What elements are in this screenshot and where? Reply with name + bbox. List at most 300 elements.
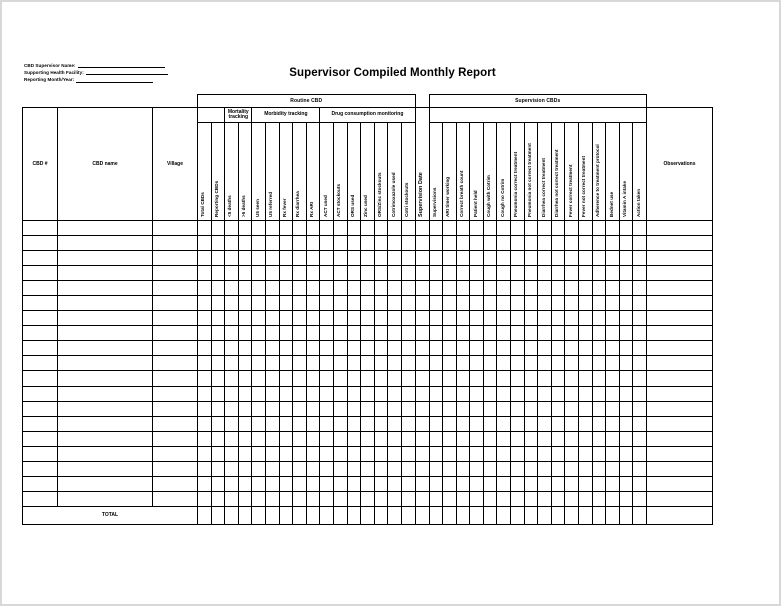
cell-village[interactable] xyxy=(153,281,198,296)
cell-cbd-name[interactable] xyxy=(58,476,153,491)
total-observations[interactable] xyxy=(647,506,713,524)
cell-supervision-value[interactable] xyxy=(511,431,525,446)
cell-supervision-value[interactable] xyxy=(538,371,552,386)
cell-supervision-value[interactable] xyxy=(633,311,647,326)
table-row[interactable] xyxy=(23,266,713,281)
cell-cbd-number[interactable] xyxy=(23,461,58,476)
cell-cbd-number[interactable] xyxy=(23,236,58,251)
cell-routine-value[interactable] xyxy=(388,446,402,461)
cell-routine-value[interactable] xyxy=(388,491,402,506)
cell-supervision-value[interactable] xyxy=(592,311,606,326)
cell-routine-value[interactable] xyxy=(265,491,279,506)
cell-routine-value[interactable] xyxy=(347,431,361,446)
cell-supervision-value[interactable] xyxy=(551,296,565,311)
cell-supervision-value[interactable] xyxy=(606,371,620,386)
total-routine-value[interactable] xyxy=(238,506,252,524)
cell-supervision-value[interactable] xyxy=(524,401,538,416)
cell-routine-value[interactable] xyxy=(333,446,347,461)
cell-observations[interactable] xyxy=(647,281,713,296)
cell-routine-value[interactable] xyxy=(320,341,334,356)
cell-supervision-value[interactable] xyxy=(619,341,633,356)
cell-supervision-value[interactable] xyxy=(551,341,565,356)
total-supervision-value[interactable] xyxy=(619,506,633,524)
cell-supervision-date[interactable] xyxy=(415,251,429,266)
total-supervision-date[interactable] xyxy=(415,506,429,524)
cell-supervision-value[interactable] xyxy=(538,386,552,401)
cell-supervision-value[interactable] xyxy=(497,446,511,461)
cell-supervision-value[interactable] xyxy=(538,446,552,461)
cell-cbd-number[interactable] xyxy=(23,356,58,371)
cell-routine-value[interactable] xyxy=(252,401,266,416)
cell-routine-value[interactable] xyxy=(374,461,388,476)
cell-routine-value[interactable] xyxy=(347,311,361,326)
table-row[interactable] xyxy=(23,431,713,446)
cell-supervision-value[interactable] xyxy=(524,461,538,476)
cell-supervision-value[interactable] xyxy=(565,491,579,506)
cell-routine-value[interactable] xyxy=(279,386,293,401)
cell-supervision-value[interactable] xyxy=(443,491,457,506)
cell-supervision-value[interactable] xyxy=(511,476,525,491)
cell-supervision-value[interactable] xyxy=(429,251,443,266)
cell-routine-value[interactable] xyxy=(293,326,307,341)
cell-supervision-value[interactable] xyxy=(592,296,606,311)
cell-supervision-value[interactable] xyxy=(456,416,470,431)
cell-cbd-name[interactable] xyxy=(58,296,153,311)
cell-routine-value[interactable] xyxy=(361,371,375,386)
cell-supervision-value[interactable] xyxy=(565,416,579,431)
cell-observations[interactable] xyxy=(647,401,713,416)
cell-supervision-value[interactable] xyxy=(633,371,647,386)
cell-routine-value[interactable] xyxy=(279,431,293,446)
cell-routine-value[interactable] xyxy=(225,236,239,251)
cell-supervision-value[interactable] xyxy=(497,476,511,491)
cell-routine-value[interactable] xyxy=(333,236,347,251)
cell-routine-value[interactable] xyxy=(374,266,388,281)
cell-supervision-value[interactable] xyxy=(579,341,593,356)
cell-cbd-name[interactable] xyxy=(58,266,153,281)
cell-supervision-value[interactable] xyxy=(551,251,565,266)
cell-supervision-value[interactable] xyxy=(470,416,484,431)
cell-routine-value[interactable] xyxy=(361,221,375,236)
cell-cbd-name[interactable] xyxy=(58,446,153,461)
cell-routine-value[interactable] xyxy=(320,386,334,401)
cell-supervision-value[interactable] xyxy=(524,311,538,326)
total-routine-value[interactable] xyxy=(293,506,307,524)
cell-routine-value[interactable] xyxy=(361,446,375,461)
cell-observations[interactable] xyxy=(647,236,713,251)
cell-supervision-value[interactable] xyxy=(443,326,457,341)
cell-routine-value[interactable] xyxy=(198,356,212,371)
cell-routine-value[interactable] xyxy=(293,446,307,461)
cell-routine-value[interactable] xyxy=(306,221,320,236)
cell-supervision-date[interactable] xyxy=(415,446,429,461)
cell-routine-value[interactable] xyxy=(374,476,388,491)
cell-supervision-value[interactable] xyxy=(443,311,457,326)
cell-routine-value[interactable] xyxy=(347,236,361,251)
cell-routine-value[interactable] xyxy=(306,416,320,431)
cell-routine-value[interactable] xyxy=(306,251,320,266)
cell-supervision-value[interactable] xyxy=(497,281,511,296)
total-routine-value[interactable] xyxy=(265,506,279,524)
cell-supervision-value[interactable] xyxy=(565,446,579,461)
cell-supervision-value[interactable] xyxy=(619,296,633,311)
cell-supervision-value[interactable] xyxy=(470,341,484,356)
cell-routine-value[interactable] xyxy=(361,326,375,341)
cell-supervision-value[interactable] xyxy=(579,281,593,296)
cell-routine-value[interactable] xyxy=(265,476,279,491)
cell-supervision-value[interactable] xyxy=(524,356,538,371)
cell-routine-value[interactable] xyxy=(347,446,361,461)
cell-supervision-value[interactable] xyxy=(606,326,620,341)
cell-supervision-value[interactable] xyxy=(606,251,620,266)
cell-supervision-value[interactable] xyxy=(429,416,443,431)
cell-supervision-value[interactable] xyxy=(511,326,525,341)
cell-routine-value[interactable] xyxy=(374,356,388,371)
cell-supervision-value[interactable] xyxy=(606,491,620,506)
cell-supervision-value[interactable] xyxy=(443,416,457,431)
cell-supervision-value[interactable] xyxy=(551,311,565,326)
cell-supervision-value[interactable] xyxy=(470,371,484,386)
cell-routine-value[interactable] xyxy=(225,356,239,371)
cell-routine-value[interactable] xyxy=(198,371,212,386)
cell-supervision-value[interactable] xyxy=(497,371,511,386)
cell-routine-value[interactable] xyxy=(252,341,266,356)
cell-routine-value[interactable] xyxy=(238,491,252,506)
cell-routine-value[interactable] xyxy=(279,236,293,251)
cell-routine-value[interactable] xyxy=(238,341,252,356)
cell-supervision-value[interactable] xyxy=(592,251,606,266)
cell-village[interactable] xyxy=(153,461,198,476)
cell-routine-value[interactable] xyxy=(347,266,361,281)
cell-supervision-value[interactable] xyxy=(538,491,552,506)
cell-routine-value[interactable] xyxy=(211,401,225,416)
cell-observations[interactable] xyxy=(647,386,713,401)
cell-supervision-value[interactable] xyxy=(483,266,497,281)
cell-routine-value[interactable] xyxy=(238,296,252,311)
cell-cbd-number[interactable] xyxy=(23,446,58,461)
cell-routine-value[interactable] xyxy=(333,416,347,431)
cell-supervision-value[interactable] xyxy=(511,236,525,251)
cell-routine-value[interactable] xyxy=(279,341,293,356)
cell-supervision-value[interactable] xyxy=(619,431,633,446)
cell-routine-value[interactable] xyxy=(279,281,293,296)
cell-routine-value[interactable] xyxy=(388,341,402,356)
cell-cbd-number[interactable] xyxy=(23,296,58,311)
cell-routine-value[interactable] xyxy=(306,371,320,386)
cell-routine-value[interactable] xyxy=(198,341,212,356)
cell-routine-value[interactable] xyxy=(374,371,388,386)
cell-routine-value[interactable] xyxy=(333,461,347,476)
cell-supervision-value[interactable] xyxy=(443,431,457,446)
cell-supervision-date[interactable] xyxy=(415,461,429,476)
cell-routine-value[interactable] xyxy=(238,431,252,446)
cell-routine-value[interactable] xyxy=(361,401,375,416)
cell-routine-value[interactable] xyxy=(211,476,225,491)
cell-supervision-value[interactable] xyxy=(633,356,647,371)
cell-supervision-value[interactable] xyxy=(456,371,470,386)
cell-routine-value[interactable] xyxy=(388,296,402,311)
cell-supervision-value[interactable] xyxy=(456,491,470,506)
cell-routine-value[interactable] xyxy=(320,431,334,446)
cell-routine-value[interactable] xyxy=(198,401,212,416)
cell-supervision-value[interactable] xyxy=(565,386,579,401)
cell-supervision-value[interactable] xyxy=(633,251,647,266)
cell-supervision-value[interactable] xyxy=(483,341,497,356)
cell-supervision-value[interactable] xyxy=(538,326,552,341)
cell-routine-value[interactable] xyxy=(265,311,279,326)
cell-routine-value[interactable] xyxy=(211,356,225,371)
cell-routine-value[interactable] xyxy=(279,476,293,491)
cell-routine-value[interactable] xyxy=(401,431,415,446)
cell-supervision-date[interactable] xyxy=(415,356,429,371)
cell-routine-value[interactable] xyxy=(361,341,375,356)
cell-supervision-value[interactable] xyxy=(470,251,484,266)
cell-supervision-value[interactable] xyxy=(565,431,579,446)
cell-observations[interactable] xyxy=(647,251,713,266)
cell-supervision-value[interactable] xyxy=(456,341,470,356)
cell-routine-value[interactable] xyxy=(198,236,212,251)
cell-supervision-value[interactable] xyxy=(633,326,647,341)
cell-routine-value[interactable] xyxy=(265,266,279,281)
cell-routine-value[interactable] xyxy=(388,476,402,491)
cell-supervision-value[interactable] xyxy=(524,326,538,341)
cell-routine-value[interactable] xyxy=(238,356,252,371)
cell-routine-value[interactable] xyxy=(401,386,415,401)
cell-routine-value[interactable] xyxy=(361,461,375,476)
cell-supervision-value[interactable] xyxy=(565,476,579,491)
cell-supervision-value[interactable] xyxy=(579,431,593,446)
cell-supervision-value[interactable] xyxy=(579,461,593,476)
cell-supervision-value[interactable] xyxy=(456,296,470,311)
cell-routine-value[interactable] xyxy=(388,281,402,296)
cell-observations[interactable] xyxy=(647,311,713,326)
cell-routine-value[interactable] xyxy=(293,476,307,491)
cell-supervision-value[interactable] xyxy=(511,266,525,281)
cell-routine-value[interactable] xyxy=(388,461,402,476)
cell-routine-value[interactable] xyxy=(333,476,347,491)
cell-supervision-date[interactable] xyxy=(415,296,429,311)
cell-routine-value[interactable] xyxy=(252,461,266,476)
cell-supervision-value[interactable] xyxy=(497,341,511,356)
cell-supervision-value[interactable] xyxy=(592,281,606,296)
cell-supervision-value[interactable] xyxy=(524,476,538,491)
cell-supervision-value[interactable] xyxy=(443,401,457,416)
cell-routine-value[interactable] xyxy=(306,341,320,356)
table-row[interactable] xyxy=(23,491,713,506)
cell-routine-value[interactable] xyxy=(198,461,212,476)
cell-supervision-value[interactable] xyxy=(511,446,525,461)
cell-supervision-value[interactable] xyxy=(524,281,538,296)
cell-routine-value[interactable] xyxy=(211,296,225,311)
cell-supervision-value[interactable] xyxy=(565,356,579,371)
total-supervision-value[interactable] xyxy=(538,506,552,524)
cell-supervision-date[interactable] xyxy=(415,431,429,446)
cell-supervision-value[interactable] xyxy=(511,281,525,296)
total-supervision-value[interactable] xyxy=(429,506,443,524)
cell-supervision-value[interactable] xyxy=(470,476,484,491)
cell-supervision-value[interactable] xyxy=(524,416,538,431)
cell-supervision-value[interactable] xyxy=(456,311,470,326)
cell-village[interactable] xyxy=(153,416,198,431)
cell-cbd-name[interactable] xyxy=(58,236,153,251)
cell-routine-value[interactable] xyxy=(293,341,307,356)
cell-routine-value[interactable] xyxy=(320,446,334,461)
cell-supervision-value[interactable] xyxy=(551,386,565,401)
cell-supervision-value[interactable] xyxy=(592,386,606,401)
cell-supervision-value[interactable] xyxy=(551,416,565,431)
cell-supervision-value[interactable] xyxy=(511,461,525,476)
cell-supervision-value[interactable] xyxy=(551,431,565,446)
cell-cbd-name[interactable] xyxy=(58,461,153,476)
cell-supervision-value[interactable] xyxy=(592,266,606,281)
cell-routine-value[interactable] xyxy=(279,371,293,386)
cell-village[interactable] xyxy=(153,446,198,461)
cell-cbd-name[interactable] xyxy=(58,371,153,386)
cell-supervision-value[interactable] xyxy=(592,356,606,371)
cell-supervision-value[interactable] xyxy=(619,221,633,236)
cell-routine-value[interactable] xyxy=(374,446,388,461)
cell-supervision-value[interactable] xyxy=(497,431,511,446)
cell-supervision-value[interactable] xyxy=(511,371,525,386)
cell-routine-value[interactable] xyxy=(225,341,239,356)
cell-routine-value[interactable] xyxy=(333,281,347,296)
cell-routine-value[interactable] xyxy=(306,461,320,476)
cell-supervision-value[interactable] xyxy=(551,281,565,296)
cell-cbd-number[interactable] xyxy=(23,341,58,356)
cell-routine-value[interactable] xyxy=(293,386,307,401)
cell-routine-value[interactable] xyxy=(361,236,375,251)
total-supervision-value[interactable] xyxy=(470,506,484,524)
cell-routine-value[interactable] xyxy=(388,416,402,431)
cell-cbd-number[interactable] xyxy=(23,386,58,401)
cell-routine-value[interactable] xyxy=(293,251,307,266)
cell-supervision-value[interactable] xyxy=(633,416,647,431)
cell-routine-value[interactable] xyxy=(306,296,320,311)
cell-routine-value[interactable] xyxy=(238,371,252,386)
cell-routine-value[interactable] xyxy=(374,401,388,416)
cell-routine-value[interactable] xyxy=(347,491,361,506)
cell-supervision-value[interactable] xyxy=(470,446,484,461)
cell-supervision-date[interactable] xyxy=(415,266,429,281)
cell-supervision-value[interactable] xyxy=(633,266,647,281)
cell-supervision-value[interactable] xyxy=(511,341,525,356)
cell-supervision-value[interactable] xyxy=(429,446,443,461)
cell-supervision-value[interactable] xyxy=(524,386,538,401)
table-row[interactable] xyxy=(23,236,713,251)
cell-supervision-value[interactable] xyxy=(538,416,552,431)
cell-cbd-name[interactable] xyxy=(58,251,153,266)
cell-supervision-value[interactable] xyxy=(456,266,470,281)
cell-supervision-value[interactable] xyxy=(606,311,620,326)
cell-routine-value[interactable] xyxy=(293,401,307,416)
cell-supervision-value[interactable] xyxy=(443,341,457,356)
cell-village[interactable] xyxy=(153,326,198,341)
cell-cbd-number[interactable] xyxy=(23,431,58,446)
cell-supervision-value[interactable] xyxy=(606,401,620,416)
cell-supervision-value[interactable] xyxy=(606,386,620,401)
cell-routine-value[interactable] xyxy=(320,296,334,311)
cell-supervision-value[interactable] xyxy=(565,281,579,296)
cell-supervision-value[interactable] xyxy=(633,236,647,251)
cell-supervision-value[interactable] xyxy=(483,416,497,431)
cell-supervision-value[interactable] xyxy=(565,266,579,281)
cell-routine-value[interactable] xyxy=(225,266,239,281)
cell-routine-value[interactable] xyxy=(306,326,320,341)
cell-supervision-value[interactable] xyxy=(511,251,525,266)
cell-supervision-value[interactable] xyxy=(579,311,593,326)
cell-routine-value[interactable] xyxy=(333,431,347,446)
cell-supervision-value[interactable] xyxy=(538,221,552,236)
cell-routine-value[interactable] xyxy=(293,296,307,311)
total-supervision-value[interactable] xyxy=(592,506,606,524)
cell-routine-value[interactable] xyxy=(361,416,375,431)
cell-supervision-value[interactable] xyxy=(497,491,511,506)
cell-routine-value[interactable] xyxy=(252,431,266,446)
cell-routine-value[interactable] xyxy=(333,401,347,416)
cell-supervision-value[interactable] xyxy=(619,356,633,371)
cell-cbd-number[interactable] xyxy=(23,311,58,326)
cell-cbd-number[interactable] xyxy=(23,281,58,296)
cell-routine-value[interactable] xyxy=(320,221,334,236)
cell-supervision-value[interactable] xyxy=(511,491,525,506)
cell-village[interactable] xyxy=(153,221,198,236)
cell-cbd-name[interactable] xyxy=(58,281,153,296)
cell-supervision-value[interactable] xyxy=(592,341,606,356)
cell-supervision-value[interactable] xyxy=(606,416,620,431)
cell-routine-value[interactable] xyxy=(320,476,334,491)
cell-observations[interactable] xyxy=(647,371,713,386)
cell-supervision-value[interactable] xyxy=(483,371,497,386)
cell-routine-value[interactable] xyxy=(347,251,361,266)
total-routine-value[interactable] xyxy=(306,506,320,524)
cell-supervision-value[interactable] xyxy=(538,236,552,251)
cell-supervision-value[interactable] xyxy=(443,266,457,281)
table-row[interactable] xyxy=(23,461,713,476)
cell-supervision-value[interactable] xyxy=(551,446,565,461)
cell-supervision-value[interactable] xyxy=(524,251,538,266)
table-row[interactable] xyxy=(23,221,713,236)
cell-routine-value[interactable] xyxy=(361,296,375,311)
cell-routine-value[interactable] xyxy=(333,341,347,356)
cell-supervision-value[interactable] xyxy=(443,296,457,311)
cell-supervision-value[interactable] xyxy=(511,386,525,401)
cell-routine-value[interactable] xyxy=(333,266,347,281)
cell-routine-value[interactable] xyxy=(293,371,307,386)
cell-supervision-value[interactable] xyxy=(470,326,484,341)
cell-supervision-value[interactable] xyxy=(592,401,606,416)
cell-supervision-value[interactable] xyxy=(470,236,484,251)
cell-routine-value[interactable] xyxy=(252,356,266,371)
cell-routine-value[interactable] xyxy=(265,251,279,266)
cell-routine-value[interactable] xyxy=(388,311,402,326)
cell-supervision-value[interactable] xyxy=(497,221,511,236)
cell-supervision-value[interactable] xyxy=(483,461,497,476)
cell-supervision-value[interactable] xyxy=(429,476,443,491)
cell-routine-value[interactable] xyxy=(306,386,320,401)
cell-routine-value[interactable] xyxy=(333,386,347,401)
cell-routine-value[interactable] xyxy=(211,371,225,386)
cell-supervision-value[interactable] xyxy=(619,401,633,416)
cell-supervision-value[interactable] xyxy=(538,266,552,281)
cell-routine-value[interactable] xyxy=(333,296,347,311)
cell-supervision-value[interactable] xyxy=(579,371,593,386)
cell-supervision-value[interactable] xyxy=(538,341,552,356)
cell-routine-value[interactable] xyxy=(347,356,361,371)
cell-supervision-value[interactable] xyxy=(592,326,606,341)
cell-supervision-value[interactable] xyxy=(579,416,593,431)
cell-supervision-date[interactable] xyxy=(415,386,429,401)
cell-routine-value[interactable] xyxy=(306,491,320,506)
